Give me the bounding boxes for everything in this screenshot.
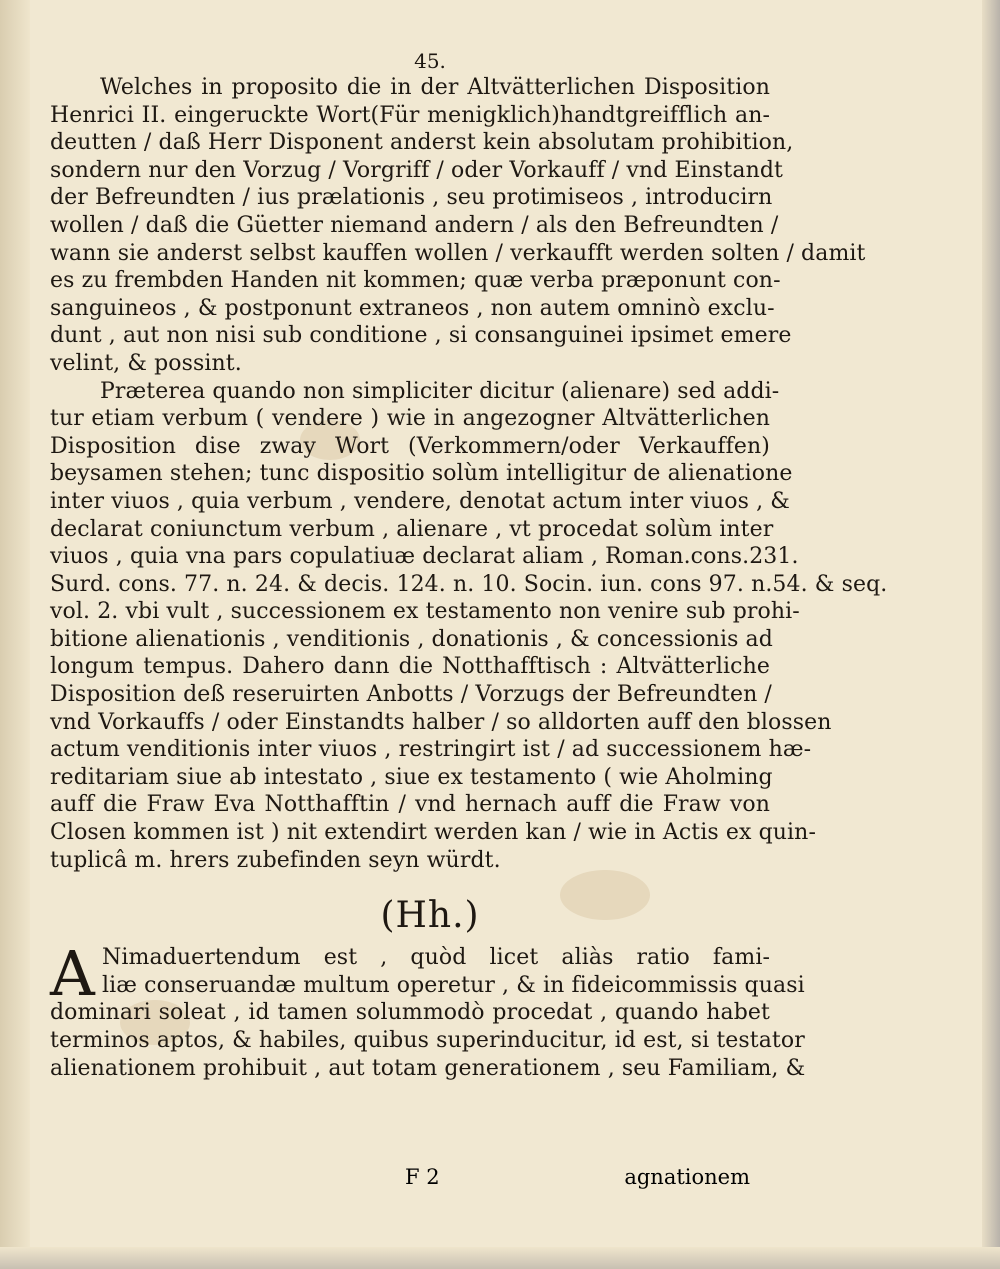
page-number: 45. xyxy=(414,49,446,73)
text-line: viuos , quia vna pars copulatiuæ declarat aliam , Roman.cons.231. xyxy=(50,544,799,570)
page-edge-shadow xyxy=(982,0,1000,1269)
text-line: Disposition deß reseruirten Anbotts / Vorzugs der Befreundten / xyxy=(50,682,772,708)
catchword: agnationem xyxy=(624,1165,750,1189)
text-line: auff die Fraw Eva Notthafftin / vnd hernach auff die Fraw von xyxy=(50,792,770,818)
signature-mark: F 2 xyxy=(405,1165,440,1189)
text-line: liæ conseruandæ multum operetur , & in fideicommissis quasi xyxy=(102,972,805,998)
section-paragraph xyxy=(50,937,806,1082)
text-line: beysamen stehen; tunc dispositio solùm intelligitur de alienatione xyxy=(50,461,793,487)
text-line: der Befreundten / ius prælationis , seu protimiseos , introducirn xyxy=(50,185,773,211)
text-line: tuplicâ m. hrers zubefinden seyn würdt. xyxy=(50,847,501,873)
text-line: declarat coniunctum verbum , alienare , vt procedat solùm inter xyxy=(50,516,774,542)
text-line: longum tempus. Dahero dann die Notthafftisch : Altvätterliche xyxy=(50,654,770,680)
paragraph-1 xyxy=(50,74,866,378)
text-line: terminos aptos, & habiles, quibus superinducitur, id est, si testator xyxy=(50,1028,805,1053)
text-line: Closen kommen ist ) nit extendirt werden kan / wie in Actis ex quin- xyxy=(50,820,816,846)
page-footer xyxy=(50,1165,770,1195)
drop-cap: A xyxy=(50,937,95,1011)
text-line: Henrici II. eingeruckte Wort(Für menigklich)handtgreifflich an- xyxy=(50,102,770,128)
book-gutter xyxy=(0,0,30,1269)
text-line: velint, & possint. xyxy=(50,350,242,376)
page-body xyxy=(50,48,888,1082)
text-line: deutten / daß Herr Disponent anderst kein absolutam prohibition, xyxy=(50,130,794,156)
section-heading: (Hh.) xyxy=(380,895,480,937)
text-line: actum venditionis inter viuos , restringirt ist / ad successionem hæ- xyxy=(50,737,812,763)
text-line: Præterea quando non simpliciter dicitur (alienare) sed addi- xyxy=(100,378,780,404)
text-line: alienationem prohibuit , aut totam generationem , seu Familiam, & xyxy=(50,1055,806,1081)
text-line: wann sie anderst selbst kauffen wollen / verkaufft werden solten / damit xyxy=(50,240,866,266)
text-line: sanguineos , & postponunt extraneos , non autem omninò exclu- xyxy=(50,295,775,321)
text-line: dunt , aut non nisi sub conditione , si consanguinei ipsimet emere xyxy=(50,323,792,349)
text-line: bitione alienationis , venditionis , donationis , & concessionis ad xyxy=(50,626,773,652)
text-line: tur etiam verbum ( vendere ) wie in angezogner Altvätterlichen xyxy=(50,406,770,432)
text-line: vnd Vorkauffs / oder Einstandts halber / so alldorten auff den blossen xyxy=(50,709,832,735)
paragraph-2 xyxy=(50,378,888,875)
text-line: wollen / daß die Güetter niemand andern / als den Befreundten / xyxy=(50,212,779,238)
text-line: Welches in proposito die in der Altvätterlichen Disposition xyxy=(100,75,770,100)
text-line: sondern nur den Vorzug / Vorgriff / oder Vorkauff / vnd Einstandt xyxy=(50,157,783,183)
text-line: dominari soleat , id tamen solummodò procedat , quando habet xyxy=(50,1000,770,1026)
text-line: inter viuos , quia verbum , vendere, denotat actum inter viuos , & xyxy=(50,488,790,514)
text-line: reditariam siue ab intestato , siue ex testamento ( wie Aholming xyxy=(50,764,773,790)
text-line: Surd. cons. 77. n. 24. & decis. 124. n. 10. Socin. iun. cons 97. n.54. & seq. xyxy=(50,571,888,597)
text-line: vol. 2. vbi vult , successionem ex testamento non venire sub prohi- xyxy=(50,599,800,625)
text-line: es zu frembden Handen nit kommen; quæ verba præponunt con- xyxy=(50,268,781,294)
text-line: Nimaduertendum est , quòd licet aliàs ratio fami- xyxy=(102,945,770,971)
page-bottom-shadow xyxy=(0,1247,1000,1269)
text-line: Disposition dise zway Wort (Verkommern/oder Verkauffen) xyxy=(50,433,770,459)
